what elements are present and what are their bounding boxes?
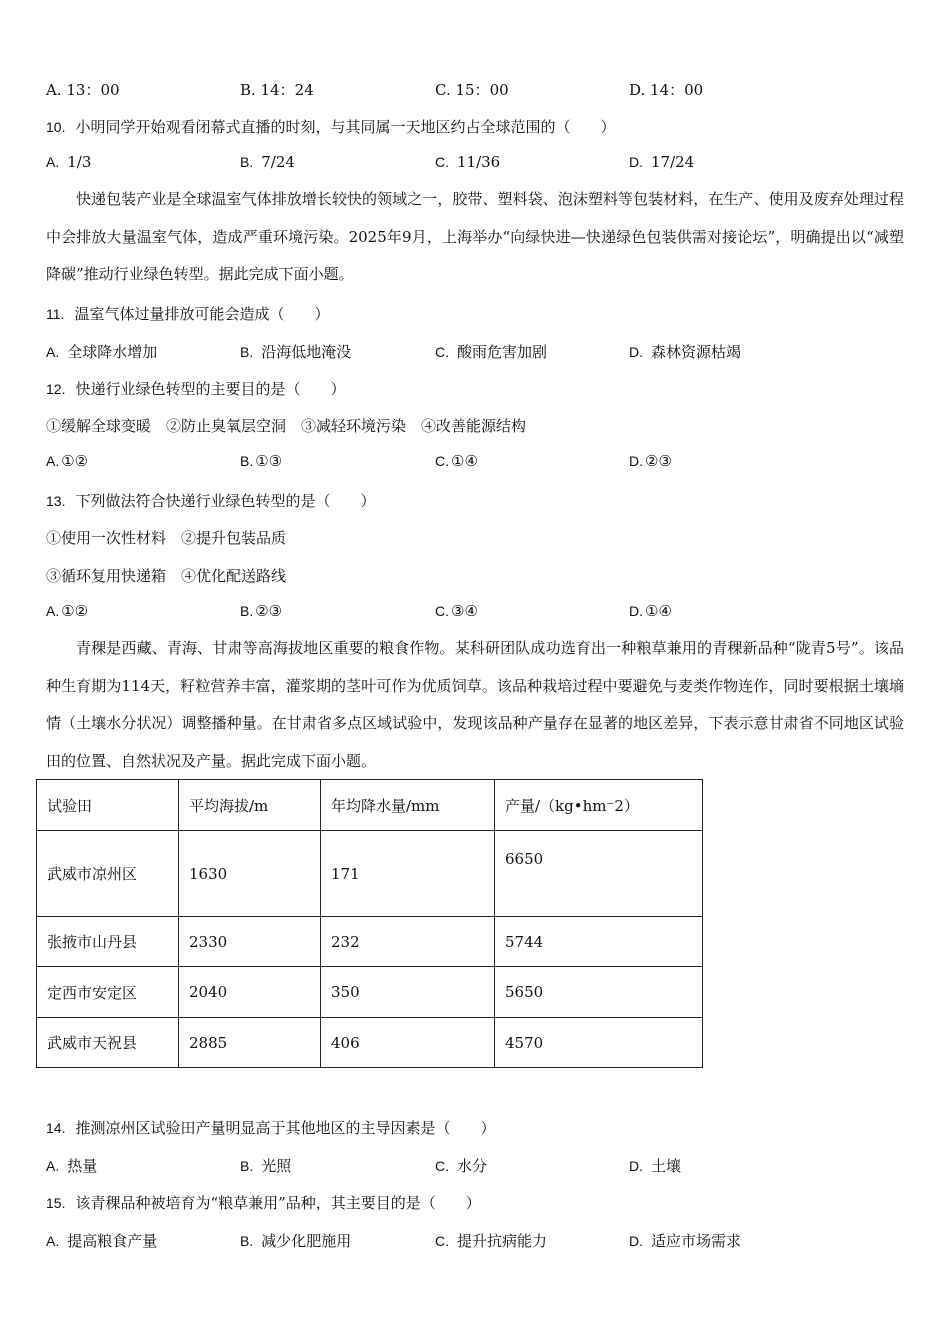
q15-option-a: A. 提高粮食产量 [46, 1232, 158, 1250]
q14-text: 推测凉州区试验田产量明显高于其他地区的主导因素是（ ） [75, 1119, 496, 1137]
table-row [37, 1018, 703, 1068]
q12-text: 快递行业绿色转型的主要目的是（ ） [75, 380, 346, 398]
table-cell: 406 [321, 1018, 495, 1068]
q14-option-c: C. 水分 [435, 1157, 488, 1175]
passage-express-packaging: 快递包装产业是全球温室气体排放增长较快的领域之一，胶带、塑料袋、泡沫塑料等包装材料，在生产、使用及废弃处理过程中会排放大量温室气体，造成严重环境污染。2025年9月，上海举办“向绿快进—快递绿色包装供需对接论坛”，明确提出以“减塑降碳”推动行业绿色转型。据此完成下面小题。 [46, 190, 904, 283]
q13-text: 下列做法符合快递行业绿色转型的是（ ） [75, 492, 376, 510]
q12-option-b: B. ①③ [240, 452, 283, 470]
q10-text: 小明同学开始观看闭幕式直播的时刻，与其同属一天地区约占全球范围的（ ） [75, 118, 616, 136]
q13-option-a: A. ①② [46, 602, 89, 620]
q12-option-d: D. ②③ [629, 452, 672, 470]
q9-option-b: B. 14：24 [240, 81, 314, 99]
table-header-cell: 年均降水量/mm [321, 780, 495, 831]
passage-highland-barley: 青稞是西藏、青海、甘肃等高海拔地区重要的粮食作物。某科研团队成功选育出一种粮草兼用的青稞新品种“陇青5号”。该品种生育期为114天，籽粒营养丰富，灌浆期的茎叶可作为优质饲草。该品种栽培过程中要避免与麦类作物连作，同时要根据土壤墒情（土壤水分状况）调整播种量。在甘肃省多点区域试验中，发现该品种产量存在显著的地区差异，下表示意甘肃省不同地区试验田的位置、自然状况及产量。据此完成下面小题。 [46, 639, 904, 770]
q12-stem [46, 378, 345, 399]
trial-field-table [36, 779, 703, 1068]
table-cell: 350 [321, 967, 495, 1018]
q13-option-c: C. ③④ [435, 602, 478, 620]
q9-option-c: C. 15：00 [435, 81, 509, 99]
q10-option-a: A. 1/3 [46, 153, 92, 171]
table-cell: 2885 [179, 1018, 321, 1068]
q11-option-b: B. 沿海低地淹没 [240, 343, 352, 361]
q13-option-b: B. ②③ [240, 602, 283, 620]
q15-option-d: D. 适应市场需求 [629, 1232, 742, 1250]
q12-items: ①缓解全球变暖 ②防止臭氧层空洞 ③减轻环境污染 ④改善能源结构 [46, 417, 527, 435]
q9-option-d: D. 14：00 [629, 81, 704, 99]
q13-items-2: ③循环复用快递箱 ④优化配送路线 [46, 567, 287, 585]
q11-option-c: C. 酸雨危害加剧 [435, 343, 548, 361]
q9-option-a: A. 13：00 [46, 81, 120, 99]
table-cell: 171 [321, 831, 495, 917]
table-cell: 1630 [179, 831, 321, 917]
table-row [37, 831, 703, 917]
q11-stem [46, 303, 329, 324]
q15-stem [46, 1192, 481, 1213]
q13-option-d: D. ①④ [629, 602, 672, 620]
q14-option-b: B. 光照 [240, 1157, 292, 1175]
q11-number: 11. [46, 306, 65, 322]
table-row [37, 917, 703, 967]
q12-option-a: A. ①② [46, 452, 89, 470]
table-cell: 武威市凉州区 [37, 831, 179, 917]
table-row [37, 967, 703, 1018]
table-cell: 武威市天祝县 [37, 1018, 179, 1068]
q13-items-1: ①使用一次性材料 ②提升包装品质 [46, 529, 287, 547]
table-cell: 张掖市山丹县 [37, 917, 179, 967]
q14-number: 14. [46, 1120, 66, 1136]
q15-option-b: B. 减少化肥施用 [240, 1232, 352, 1250]
table-header-cell: 平均海拔/m [179, 780, 321, 831]
q11-text: 温室气体过量排放可能会造成（ ） [74, 305, 330, 323]
q10-option-d: D. 17/24 [629, 153, 695, 171]
table-cell: 6650 [495, 831, 703, 917]
table-cell: 5650 [495, 967, 703, 1018]
q12-option-c: C. ①④ [435, 452, 478, 470]
q10-stem [46, 116, 615, 137]
q14-stem [46, 1117, 495, 1138]
q10-option-c: C. 11/36 [435, 153, 501, 171]
q12-number: 12. [46, 381, 66, 397]
q11-option-a: A. 全球降水增加 [46, 343, 158, 361]
table-cell: 2040 [179, 967, 321, 1018]
table-cell: 4570 [495, 1018, 703, 1068]
table-header-row [37, 780, 703, 831]
table-cell: 2330 [179, 917, 321, 967]
table-header-cell: 试验田 [37, 780, 179, 831]
q13-number: 13. [46, 493, 66, 509]
q15-text: 该青稞品种被培育为“粮草兼用”品种，其主要目的是（ ） [75, 1194, 481, 1212]
table-cell: 232 [321, 917, 495, 967]
table-cell: 5744 [495, 917, 703, 967]
q15-option-c: C. 提升抗病能力 [435, 1232, 548, 1250]
q10-number: 10. [46, 119, 66, 135]
q14-option-d: D. 土壤 [629, 1157, 682, 1175]
q14-option-a: A. 热量 [46, 1157, 98, 1175]
q13-stem [46, 490, 375, 511]
q10-option-b: B. 7/24 [240, 153, 295, 171]
q11-option-d: D. 森林资源枯竭 [629, 343, 742, 361]
q15-number: 15. [46, 1195, 66, 1211]
table-cell: 定西市安定区 [37, 967, 179, 1018]
table-header-cell: 产量/（kg•hm⁻2） [495, 780, 703, 831]
